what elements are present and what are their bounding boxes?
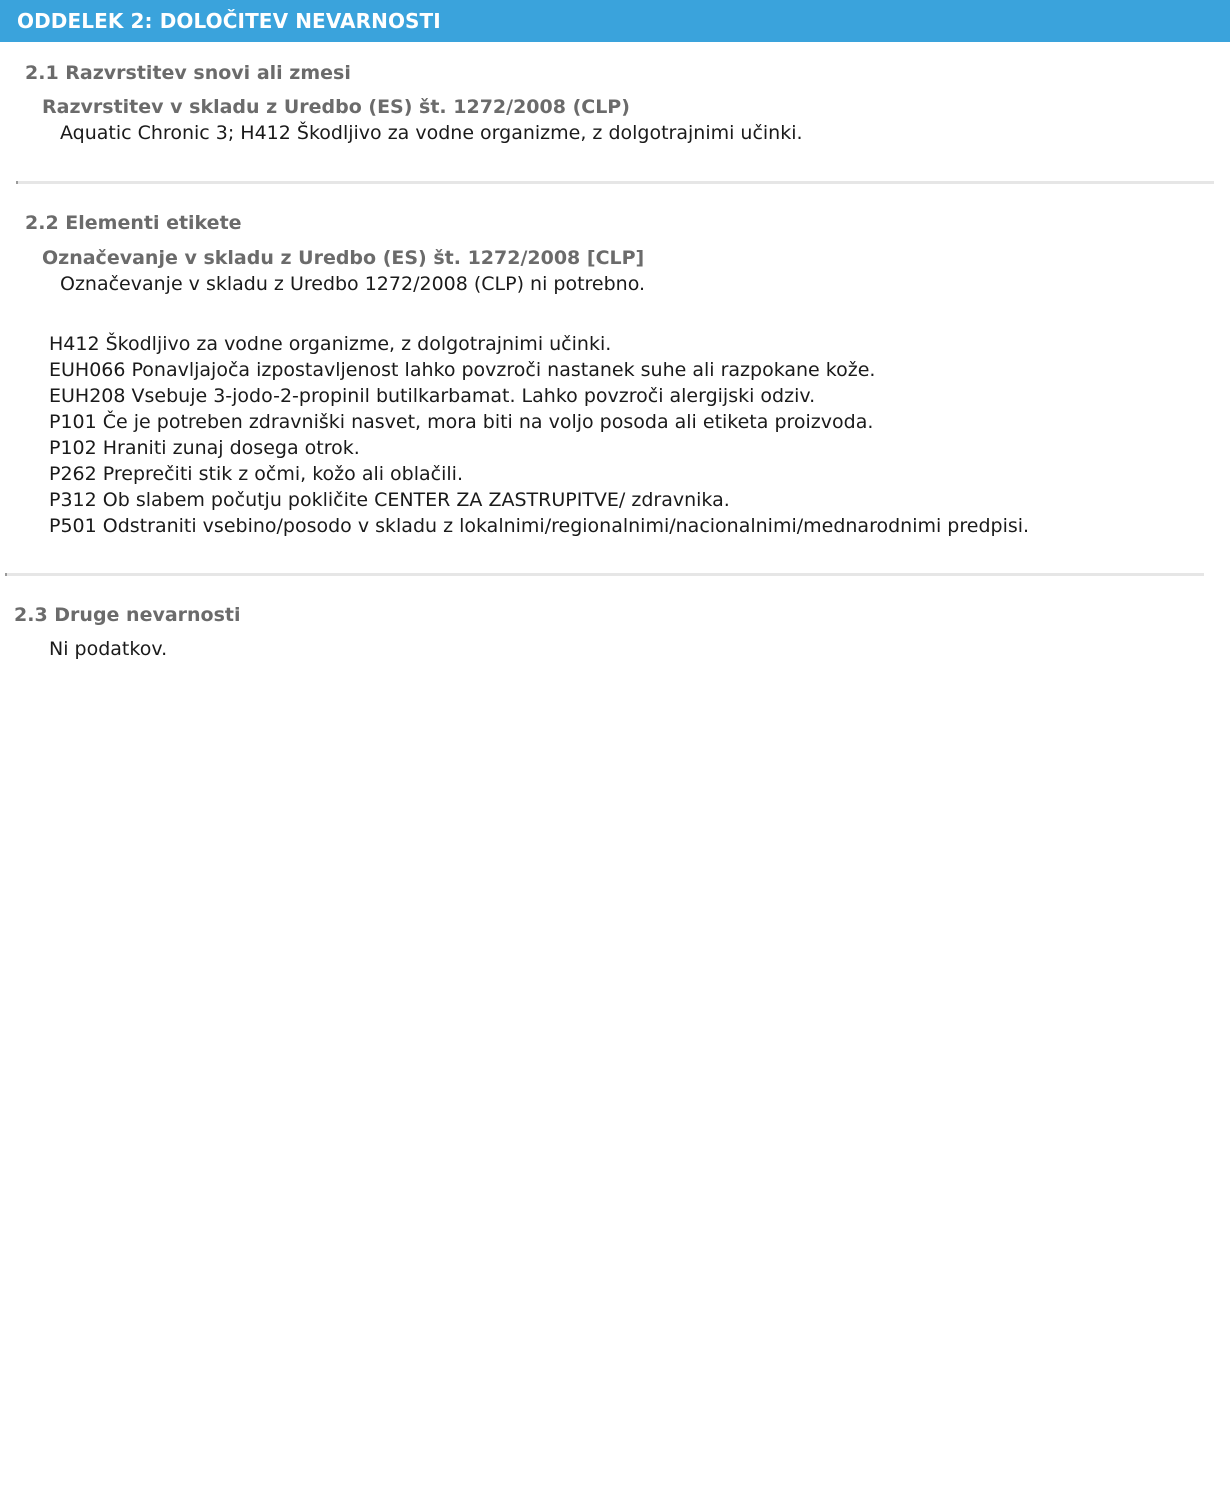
subheading-2-2-labelling: Označevanje v skladu z Uredbo (ES) št. 1272/2008 [CLP]: [42, 247, 645, 269]
statement-euh066: EUH066 Ponavljajoča izpostavljenost lahko povzroči nastanek suhe ali razpokane kože.: [49, 359, 876, 381]
section-title: ODDELEK 2: DOLOČITEV NEVARNOSTI: [17, 9, 441, 33]
other-hazards-text: Ni podatkov.: [49, 638, 168, 660]
heading-2-3: 2.3 Druge nevarnosti: [14, 604, 241, 626]
divider-2: [6, 573, 1204, 576]
statement-p102: P102 Hraniti zunaj dosega otrok.: [49, 437, 360, 459]
heading-2-1: 2.1 Razvrstitev snovi ali zmesi: [25, 62, 351, 84]
heading-2-2: 2.2 Elementi etikete: [25, 212, 242, 234]
section-header-bar: [0, 0, 1230, 42]
hazard-statements-list: [49, 331, 1029, 539]
subheading-2-1-classification: Razvrstitev v skladu z Uredbo (ES) št. 1272/2008 (CLP): [42, 96, 630, 118]
statement-p312: P312 Ob slabem počutju pokličite CENTER ZA ZASTRUPITVE/ zdravnika.: [49, 489, 730, 511]
divider-2-tick: [5, 573, 7, 576]
labelling-text: Označevanje v skladu z Uredbo 1272/2008 (CLP) ni potrebno.: [60, 273, 646, 295]
classification-text: Aquatic Chronic 3; H412 Škodljivo za vodne organizme, z dolgotrajnimi učinki.: [60, 122, 803, 144]
statement-euh208: EUH208 Vsebuje 3-jodo-2-propinil butilkarbamat. Lahko povzroči alergijski odziv.: [49, 385, 816, 407]
divider-1-tick: [16, 181, 18, 184]
statement-p501: P501 Odstraniti vsebino/posodo v skladu z lokalnimi/regionalnimi/nacionalnimi/mednarodnimi predpisi.: [49, 515, 1030, 537]
statement-p262: P262 Preprečiti stik z očmi, kožo ali oblačili.: [49, 463, 463, 485]
statement-h412: H412 Škodljivo za vodne organizme, z dolgotrajnimi učinki.: [49, 333, 612, 355]
statement-p101: P101 Če je potreben zdravniški nasvet, mora biti na voljo posoda ali etiketa proizvoda.: [49, 411, 874, 433]
divider-1: [17, 181, 1214, 184]
